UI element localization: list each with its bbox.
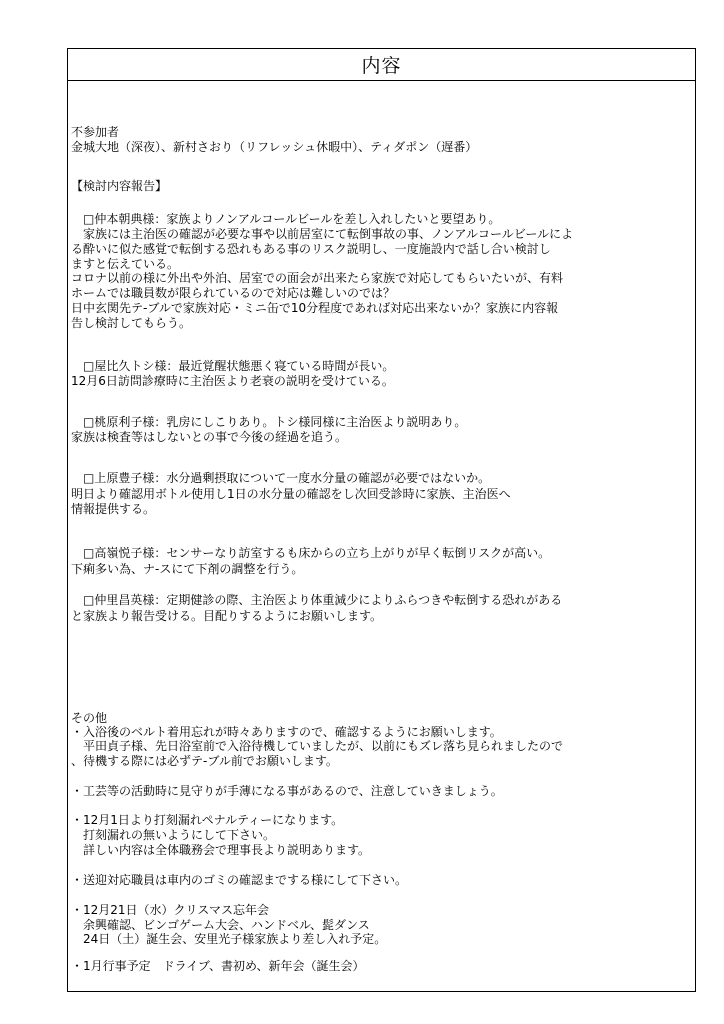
absent-names: 金城大地（深夜）、新村さおり（リフレッシュ休暇中）、ティダポン（遅番） [71, 140, 478, 154]
report-line: □屋比久トシ様：最近覚醒状態悪く寝ている時間が長い。 [71, 359, 395, 373]
report-line: □仲里昌英様：定期健診の際、主治医より体重減少によりふらつきや転倒する恐れがある [71, 593, 563, 607]
report-line: ますと伝えている。 [71, 257, 180, 271]
other-line: 打刻漏れの無いようにして下さい。 [71, 828, 276, 842]
report-line: 情報提供する。 [71, 502, 156, 516]
page-title: 内容 [361, 55, 402, 77]
other-line: ・12月21日（水）クリスマス忘年会 [71, 903, 270, 917]
other-line: ・入浴後のベルト着用忘れが時々ありますので、確認するようにお願いします。 [71, 725, 502, 739]
report-line: 家族には主治医の確認が必要な事や以前居室にて転倒事故の事、ノンアルコールビールによ [71, 227, 574, 241]
report-line: と家族より報告受ける。目配りするようにお願いします。 [71, 609, 383, 623]
report-line: □桃原利子様：乳房にしこりあり。トシ様同様に主治医より説明あり。 [71, 415, 467, 429]
other-line: 24日（土）誕生会、安里光子様家族より差し入れ予定。 [71, 932, 387, 946]
other-line: ・12月1日より打刻漏れペナルティーになります。 [71, 813, 344, 827]
document-frame [67, 48, 696, 992]
report-line: □上原豊子様：水分過剰摂取について一度水分量の確認が必要ではないか。 [71, 471, 491, 485]
report-line: 12月6日訪問診療時に主治医より老衰の説明を受けている。 [71, 374, 394, 388]
report-line: 家族は検査等はしないとの事で今後の経過を追う。 [71, 430, 348, 444]
report-line: □高嶺悦子様：センサーなり訪室するも床からの立ち上がりが早く転倒リスクが高い。 [71, 546, 551, 560]
other-line: 平田貞子様、先日浴室前で入浴待機していましたが、以前にもズレ落ち見られましたので [71, 739, 564, 753]
other-line: 余興確認、ビンゴゲーム大会、ハンドベル、髭ダンス [71, 918, 370, 932]
report-line: ホームでは職員数が限られているので対応は難しいのでは？ [71, 286, 396, 300]
other-line: ・1月行事予定 ドライブ、書初め、新年会（誕生会） [71, 959, 365, 973]
report-line: る酔いに似た感覚で転倒する恐れもある事のリスク説明し、一度施設内で話し合い検討し [71, 242, 551, 256]
other-line: 、待機する際には必ずテ-ブル前でお願いします。 [71, 754, 338, 768]
report-line: 告し検討してもらう。 [71, 316, 192, 330]
report-line: 下痢多い為、ナ-スにて下剤の調整を行う。 [71, 562, 304, 576]
report-line: 明日より確認用ボトル使用し1日の水分量の確認をし次回受診時に家族、主治医へ [71, 487, 511, 501]
report-line: コロナ以前の様に外出や外泊、居室での面会が出来たら家族で対応してもらいたいが、有料 [71, 271, 564, 285]
report-heading: 【検討内容報告】 [71, 179, 168, 193]
other-line: ・工芸等の活動時に見守りが手薄になる事があるので、注意していきましょう。 [71, 784, 503, 798]
title-header [68, 49, 695, 81]
other-line: 詳しい内容は全体職務会で理事長より説明あります。 [71, 843, 371, 857]
other-heading: その他 [71, 711, 108, 725]
absent-label: 不参加者 [71, 125, 120, 139]
report-line: 日中玄関先テ-ブルで家族対応・ミニ缶で10分程度であれば対応出来ないか？家族に内容報 [71, 301, 559, 315]
other-line: ・送迎対応職員は車内のゴミの確認までする様にして下さい。 [71, 873, 408, 887]
report-line: □仲本朝典様：家族よりノンアルコールビールを差し入れしたいと要望あり。 [71, 212, 501, 226]
